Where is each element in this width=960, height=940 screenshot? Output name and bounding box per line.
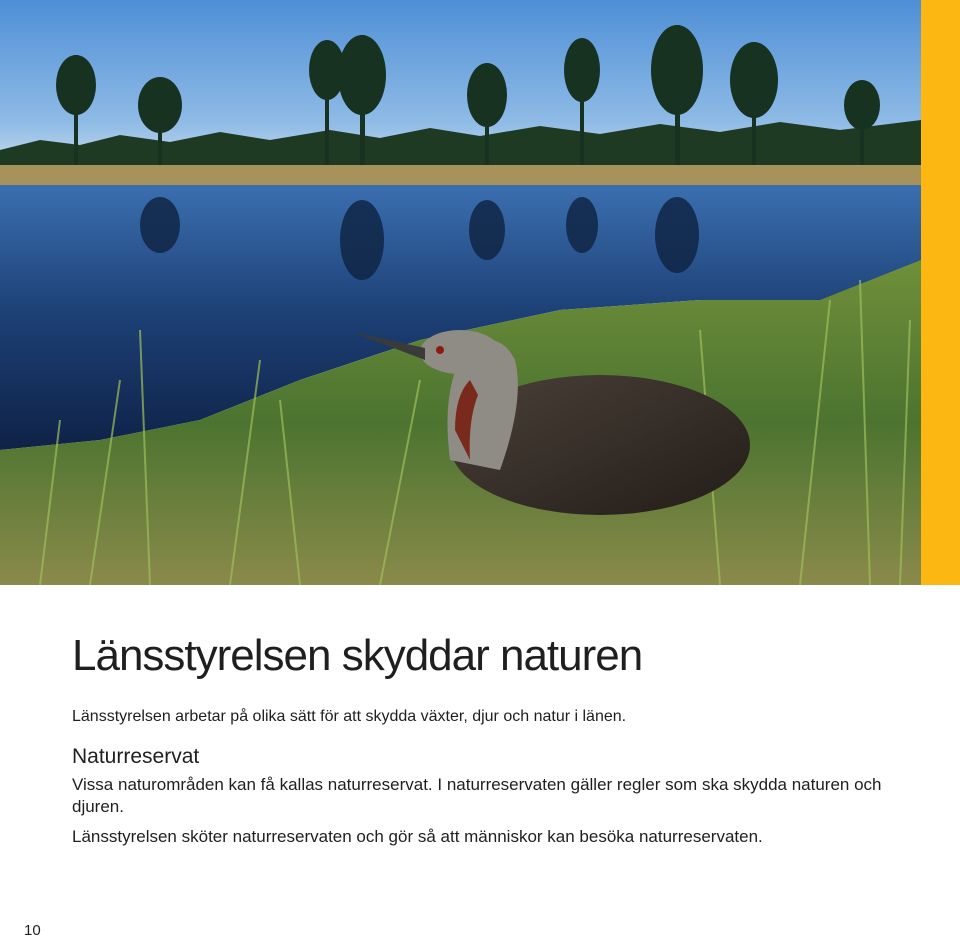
paragraph-2: Länsstyrelsen sköter naturreservaten och gör så att människor kan besöka naturreservaten. xyxy=(72,827,763,846)
paragraph-1: Vissa naturområden kan få kallas naturreservat. I naturreservaten gäller regler som ska skydda naturen och djuren. xyxy=(72,775,882,816)
accent-bar xyxy=(921,0,960,585)
page-title: Länsstyrelsen skyddar naturen xyxy=(72,631,643,680)
intro-text: Länsstyrelsen arbetar på olika sätt för att skydda växter, djur och natur i länen. xyxy=(72,708,627,725)
page-number: 10 xyxy=(24,922,41,939)
section-heading: Naturreservat xyxy=(72,745,200,768)
text-content xyxy=(72,628,892,848)
